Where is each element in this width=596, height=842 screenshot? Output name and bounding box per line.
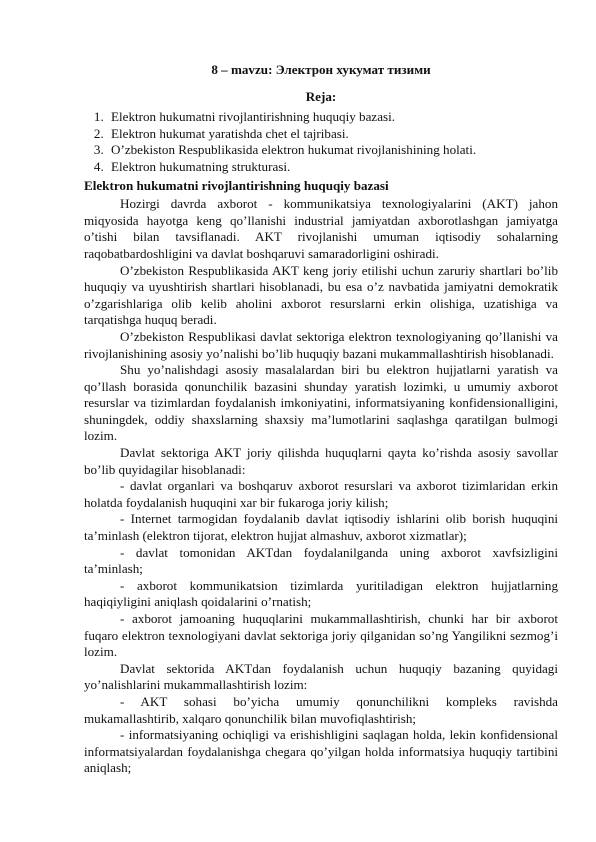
document-page xyxy=(84,62,558,777)
plan-item: 3. O’zbekiston Respublikasida elektron hukumat rivojlanishining holati. xyxy=(107,142,558,159)
plan-list xyxy=(84,109,558,175)
list-paragraph: - axborot jamoaning huquqlarini mukammallashtirish, chunki har bir axborot fuqaro elektron texnologiyani davlat sektoriga joriy qilganidan so’ng Yangilikni sezmog’i lozim. xyxy=(84,611,558,660)
list-paragraph: - Internet tarmogidan foydalanib davlat iqtisodiy ishlarini olib borish huquqini ta’minlash (elektron tijorat, elektron hujjat almashuv, axborot xizmatlar); xyxy=(84,511,558,544)
paragraph: Shu yo’nalishdagi asosiy masalalardan biri bu elektron hujjatlarni yaratish va qo’llash borasida qonunchilik bazasini shunday yaratish lozimki, u umumiy axborot resurslar va tizimlardan foydalanish imkoniyatini, informatsiyaning konfidensionalligini, shuningdek, oddiy shaxslarning shaxsiy ma’lumotlarini saqlashga qaratilgan bulmogi lozim. xyxy=(84,362,558,444)
list-paragraph: - davlat organlari va boshqaruv axborot resurslari va axborot tizimlaridan erkin holatda foydalanish huquqini xar bir fukaroga joriy kilish; xyxy=(84,478,558,510)
paragraph: Hozirgi davrda axborot ‐ kommunikatsiya texnologiyalarini (AKT) jahon miqyosida hayotga keng qo’llanishi industrial jamiyatdan axborotlashgan jamiyatga o’tishi bilan tavsiflanadi. AKT rivojlanishi umuman iqtisodiy sohalarning raqobatbardoshligini va davlat boshqaruvi samaradorligini oshiradi. xyxy=(84,196,558,261)
paragraph: O’zbekiston Respublikasi davlat sektoriga elektron texnologiyaning qo’llanishi va rivojlanishining asosiy yo’nalishi bo’lib huquqiy bazani mukammallashtirish hisoblanadi. xyxy=(84,328,558,361)
section-heading: Elektron hukumatni rivojlantirishning huquqiy bazasi xyxy=(84,177,389,193)
plan-heading: Reja: xyxy=(305,88,337,104)
list-paragraph: - davlat tomonidan AKTdan foydalanilganda uning axborot xavfsizligini ta’minlash; xyxy=(84,544,558,577)
list-paragraph: - AKT sohasi bo’yicha umumiy qonunchilikni kompleks ravishda mukamallashtirib, xalqaro qonunchilik bilan muvofiqlashtirish; xyxy=(84,693,558,726)
list-paragraph: - informatsiyaning ochiqligi va erishishligini saqlagan holda, lekin konfidensional informatsiyalardan foydalanishga chegara qo’yilgan holda informatsiya huquqiy tartibini aniqlash; xyxy=(84,727,558,776)
list-paragraph: - axborot kommunikatsion tizimlarda yuritiladigan elektron hujjatlarning haqiqiyligini aniqlash qoidalarini o’rnatish; xyxy=(84,577,558,610)
paragraph: O’zbekiston Respublikasida AKT keng joriy etilishi uchun zaruriy shartlari bo’lib huquqiy va uyushtirish shartlari hisoblanadi, bu esa o’z navbatida jamiyatni demokratik o’zgarishlariga olib kelib aholini axborot resurslarni erkin olishiga, uzatishiga va tarqatishga huquq beradi. xyxy=(84,262,558,328)
paragraph: Davlat sektoriga AKT joriy qilishda huquqlarni qayta ko’rishda asosiy savollar bo’lib quyidagilar hisoblanadi: xyxy=(84,445,558,477)
plan-item: 4. Elektron hukumatning strukturasi. xyxy=(107,159,558,176)
plan-item: 2. Elektron hukumat yaratishda chet el tajribasi. xyxy=(107,126,558,143)
paragraph: Davlat sektorida AKTdan foydalanish uchun huquqiy bazaning quyidagi yo’nalishlarini mukammallashtirish lozim: xyxy=(84,660,558,693)
plan-item: 1. Elektron hukumatni rivojlantirishning huquqiy bazasi. xyxy=(107,109,558,126)
page-title: 8 – mavzu: Электрон хукумат тизими xyxy=(211,62,431,77)
